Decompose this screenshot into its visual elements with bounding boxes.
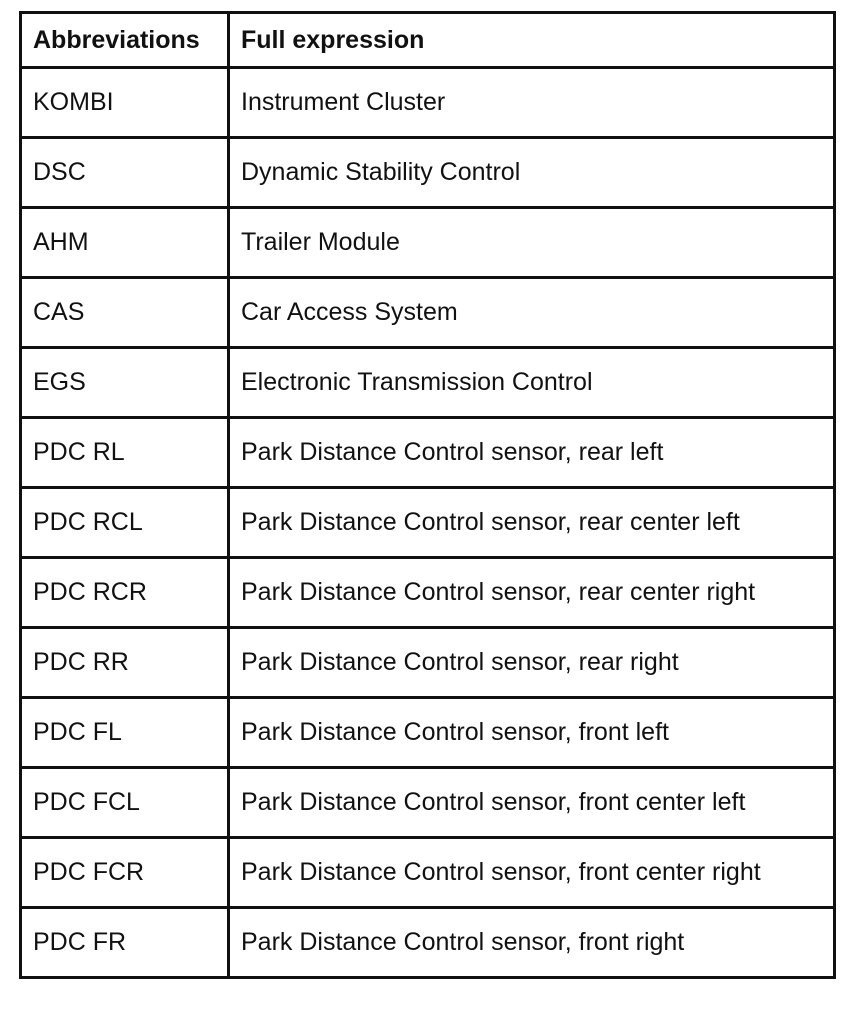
abbreviation-cell: PDC FCR bbox=[21, 838, 229, 908]
table-row bbox=[21, 208, 835, 278]
abbreviation-cell: KOMBI bbox=[21, 68, 229, 138]
full-expression-cell: Park Distance Control sensor, rear center right bbox=[229, 558, 835, 628]
full-expression-cell: Park Distance Control sensor, front left bbox=[229, 698, 835, 768]
table-row bbox=[21, 138, 835, 208]
header-full-expression: Full expression bbox=[229, 13, 835, 68]
abbreviation-cell: PDC RL bbox=[21, 418, 229, 488]
abbreviation-cell: PDC RCR bbox=[21, 558, 229, 628]
header-abbreviations: Abbreviations bbox=[21, 13, 229, 68]
full-expression-cell: Park Distance Control sensor, rear left bbox=[229, 418, 835, 488]
full-expression-cell: Car Access System bbox=[229, 278, 835, 348]
full-expression-cell: Park Distance Control sensor, front center right bbox=[229, 838, 835, 908]
full-expression-cell: Trailer Module bbox=[229, 208, 835, 278]
abbreviation-cell: EGS bbox=[21, 348, 229, 418]
table-row bbox=[21, 348, 835, 418]
table-row bbox=[21, 558, 835, 628]
table-row bbox=[21, 768, 835, 838]
table-row bbox=[21, 68, 835, 138]
abbreviation-cell: CAS bbox=[21, 278, 229, 348]
full-expression-cell: Instrument Cluster bbox=[229, 68, 835, 138]
abbreviation-cell: PDC RCL bbox=[21, 488, 229, 558]
full-expression-cell: Electronic Transmission Control bbox=[229, 348, 835, 418]
full-expression-cell: Park Distance Control sensor, front center left bbox=[229, 768, 835, 838]
full-expression-cell: Park Distance Control sensor, rear right bbox=[229, 628, 835, 698]
table-row bbox=[21, 628, 835, 698]
table-row bbox=[21, 838, 835, 908]
abbreviation-cell: PDC RR bbox=[21, 628, 229, 698]
table-row bbox=[21, 278, 835, 348]
table-row bbox=[21, 488, 835, 558]
table-row bbox=[21, 908, 835, 978]
abbreviation-cell: PDC FL bbox=[21, 698, 229, 768]
abbreviation-cell: AHM bbox=[21, 208, 229, 278]
table-header-row bbox=[21, 13, 835, 68]
abbreviations-table bbox=[19, 11, 836, 979]
table-row bbox=[21, 418, 835, 488]
full-expression-cell: Park Distance Control sensor, front right bbox=[229, 908, 835, 978]
full-expression-cell: Dynamic Stability Control bbox=[229, 138, 835, 208]
abbreviation-cell: DSC bbox=[21, 138, 229, 208]
abbreviation-cell: PDC FCL bbox=[21, 768, 229, 838]
abbreviation-cell: PDC FR bbox=[21, 908, 229, 978]
table-row bbox=[21, 698, 835, 768]
full-expression-cell: Park Distance Control sensor, rear center left bbox=[229, 488, 835, 558]
